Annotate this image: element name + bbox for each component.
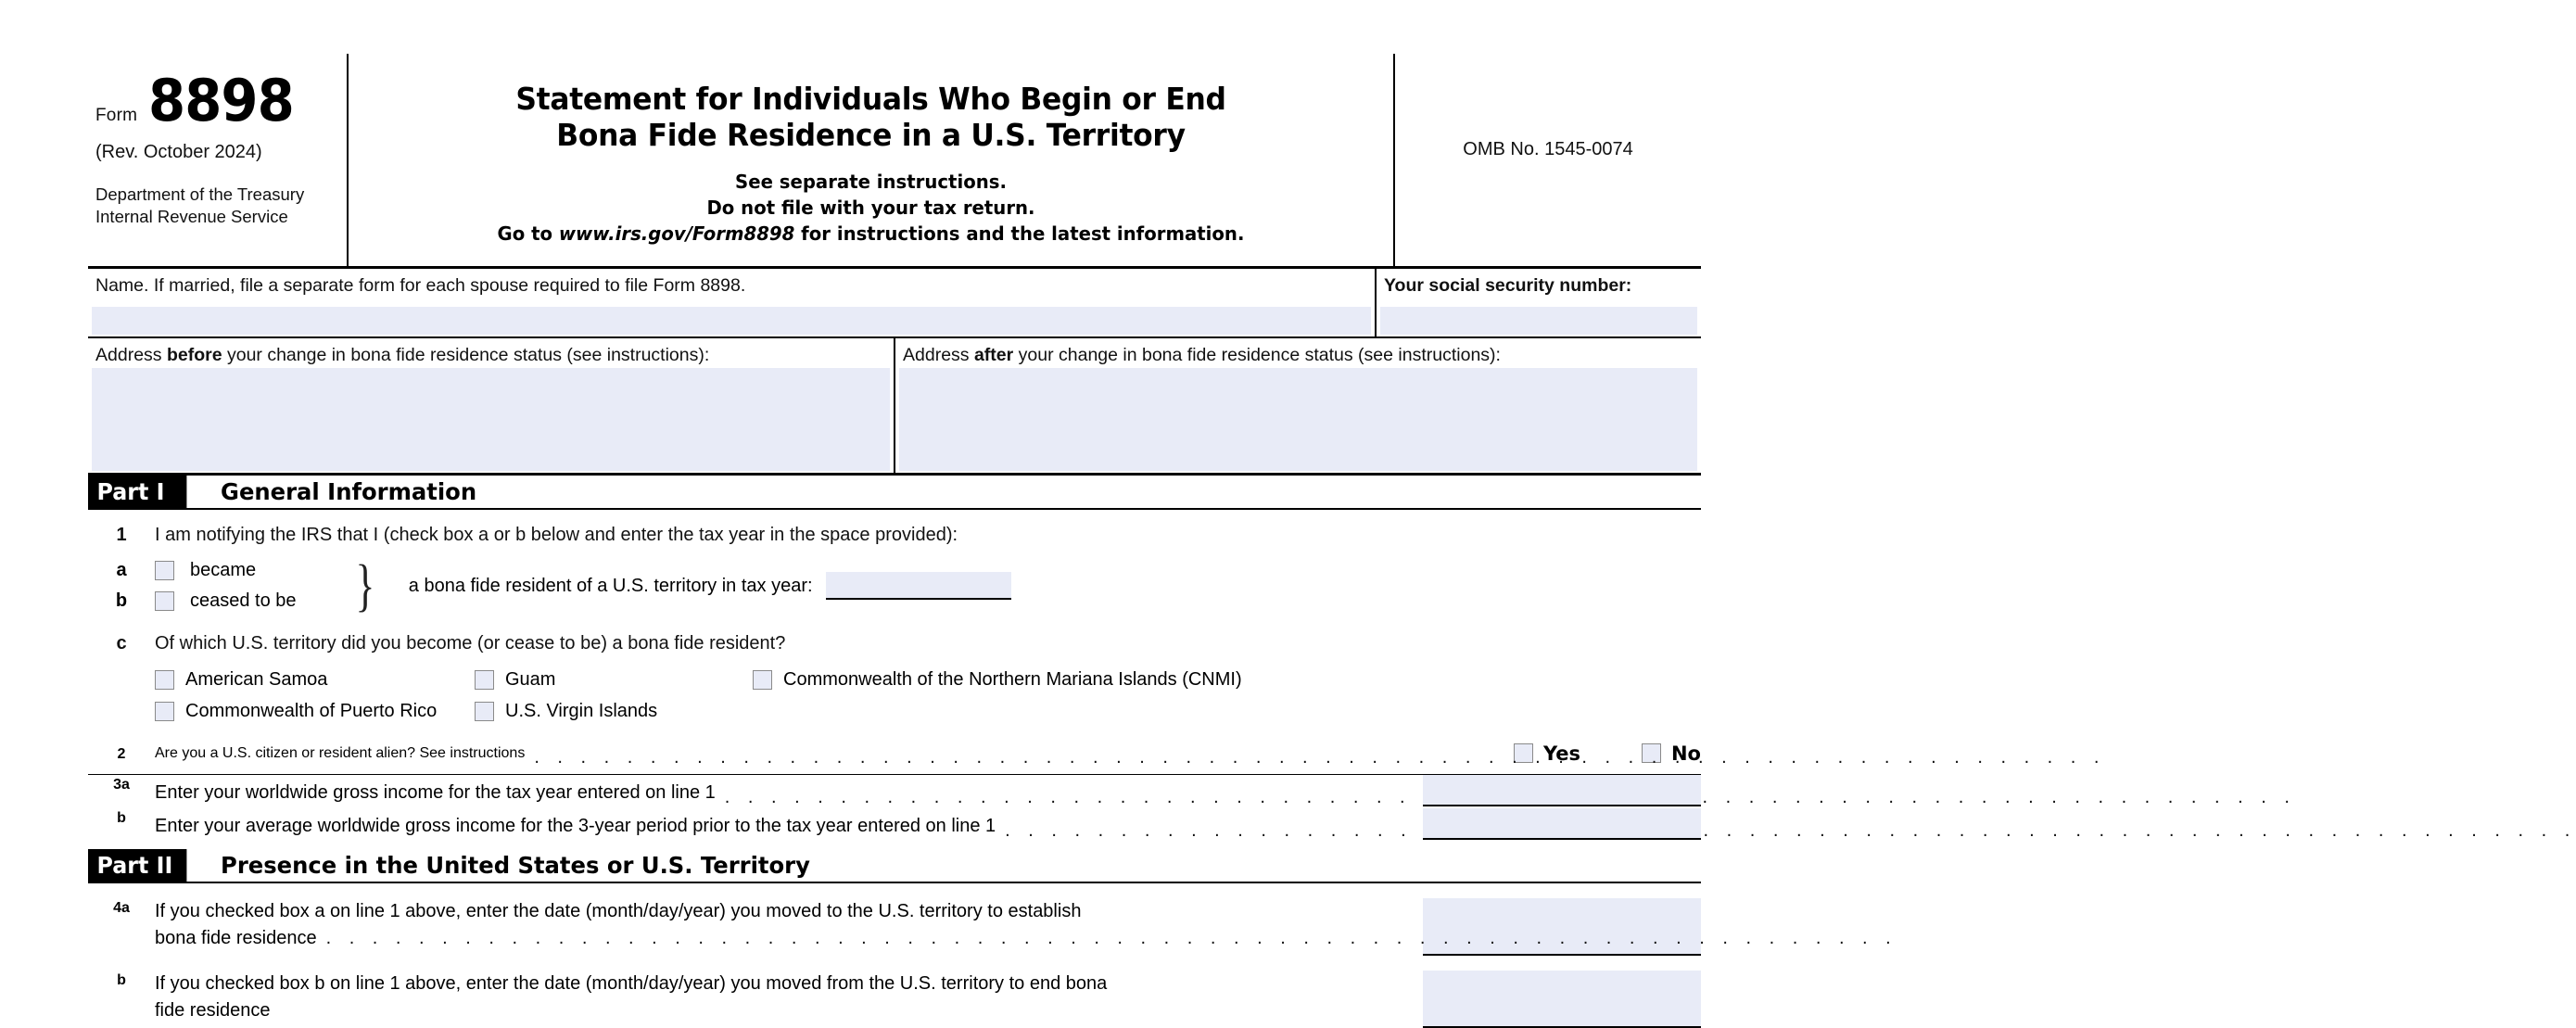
line-1a-label: became xyxy=(190,560,257,580)
do-not-file-note: Do not file with your tax return. xyxy=(706,197,1035,220)
irs-line: Internal Revenue Service xyxy=(95,207,288,227)
form-word-label: Form xyxy=(95,106,138,125)
department-treasury-line: Department of the Treasury xyxy=(95,184,305,205)
address-before-cell xyxy=(88,338,895,473)
name-label: Name. If married, file a separate form for each spouse required to file Form 8898. xyxy=(95,275,746,296)
line-1-trailing-text: a bona fide resident of a U.S. territory in tax year: xyxy=(408,575,813,596)
header-omb-block xyxy=(1395,54,1701,266)
line-1b-letter: b xyxy=(115,590,128,611)
name-input[interactable] xyxy=(92,307,1371,335)
address-after-suffix: your change in bona fide residence status (see instructions): xyxy=(1013,345,1501,365)
line-3b-text-wrap xyxy=(155,808,1406,842)
line-1a-letter: a xyxy=(116,560,127,580)
form-header xyxy=(88,54,1701,269)
irs-form-url[interactable]: www.irs.gov/Form8898 xyxy=(558,222,795,246)
line-3b-number: b xyxy=(117,810,126,826)
line-1-trailing-block xyxy=(409,572,1011,600)
line-1c-text: Of which U.S. territory did you become (or cease to be) a bona fide resident? xyxy=(155,633,786,654)
goto-url-note xyxy=(378,221,1364,247)
line-1-row xyxy=(88,510,1701,546)
territory-options-grid xyxy=(155,664,1701,727)
puerto-rico-checkbox[interactable] xyxy=(155,702,174,721)
cnmi-label: Commonwealth of the Northern Mariana Islands (CNMI) xyxy=(783,668,1242,690)
goto-suffix: for instructions and the latest information. xyxy=(794,222,1245,246)
us-virgin-islands-label: U.S. Virgin Islands xyxy=(505,700,658,721)
see-instructions-note: See separate instructions. xyxy=(735,170,1007,193)
line-1a-checkbox[interactable] xyxy=(155,561,174,580)
line-4a-number: 4a xyxy=(113,900,130,916)
omb-number: OMB No. 1545-0074 xyxy=(1463,139,1633,159)
line-3a-number: 3a xyxy=(113,777,130,793)
line-3b-dot-leader xyxy=(1005,819,1397,838)
part-2-title: Presence in the United States or U.S. Territory xyxy=(221,852,810,879)
address-before-label xyxy=(88,338,894,366)
line-4b-text-line-2-row xyxy=(155,997,1406,1024)
line-2-yes-label: Yes xyxy=(1542,742,1580,765)
line-3a-dot-leader xyxy=(725,786,1397,805)
part-1-header xyxy=(88,476,1701,510)
address-after-emphasis: after xyxy=(973,345,1014,365)
line-4b-text-line-1: If you checked box b on line 1 above, enter the date (month/day/year) you moved from the U.S. territory to end bona xyxy=(155,973,1108,994)
line-3a-row xyxy=(88,775,1701,808)
territory-option-cnmi[interactable] xyxy=(753,669,1701,691)
territory-option-puerto-rico[interactable] xyxy=(155,701,475,722)
address-before-input[interactable] xyxy=(92,368,890,471)
name-cell xyxy=(88,269,1377,336)
line-3a-text: Enter your worldwide gross income for the tax year entered on line 1 xyxy=(155,781,716,803)
line-2-no-label: No xyxy=(1670,742,1701,765)
address-after-cell xyxy=(895,338,1701,473)
line-4a-text-line-1: If you checked box a on line 1 above, enter the date (month/day/year) you moved to the U.S. territory to establish xyxy=(155,901,1082,921)
cnmi-checkbox[interactable] xyxy=(753,670,772,690)
form-title-line-1: Statement for Individuals Who Begin or End xyxy=(515,81,1226,117)
part-1-title: General Information xyxy=(221,478,477,505)
form-identifier xyxy=(88,67,347,134)
ssn-cell xyxy=(1377,269,1701,336)
line-1a-checkbox-wrap[interactable] xyxy=(155,561,190,581)
form-number: 8898 xyxy=(148,67,294,134)
line-4a-dot-leader xyxy=(326,930,1397,948)
goto-prefix: Go to xyxy=(497,222,559,246)
line-1-text: I am notifying the IRS that I (check box a or b below and enter the tax year in the space provided): xyxy=(155,525,958,545)
territory-option-us-virgin-islands[interactable] xyxy=(475,701,753,722)
line-1ab-options xyxy=(88,555,357,616)
line-2-number: 2 xyxy=(117,745,126,762)
line-1b-row xyxy=(88,586,357,616)
part-1-tag: Part I xyxy=(88,476,186,508)
address-after-prefix: Address xyxy=(903,345,974,365)
line-2-row xyxy=(88,738,1701,775)
tax-year-input[interactable] xyxy=(826,572,1011,600)
address-before-suffix: your change in bona fide residence status (see instructions): xyxy=(222,345,710,365)
line-1c-row xyxy=(88,631,1701,654)
territory-option-american-samoa[interactable] xyxy=(155,669,475,691)
address-before-prefix: Address xyxy=(95,345,167,365)
territory-row-1 xyxy=(155,664,1701,695)
address-after-input[interactable] xyxy=(899,368,1697,471)
guam-checkbox[interactable] xyxy=(475,670,494,690)
address-after-label xyxy=(895,338,1701,366)
line-3a-input[interactable] xyxy=(1423,775,1701,806)
line-3a-text-wrap xyxy=(155,775,1406,808)
header-left-block xyxy=(88,54,349,266)
line-4b-input[interactable] xyxy=(1423,971,1701,1028)
part-2-header xyxy=(88,849,1701,883)
line-4b-number: b xyxy=(117,972,126,988)
line-4b-row xyxy=(88,971,1701,1028)
american-samoa-label: American Samoa xyxy=(185,668,328,690)
address-row xyxy=(88,338,1701,476)
line-1ab-block: a became b ceased to be } a bona fide resident of a U.S. territory in tax year: xyxy=(88,555,1701,616)
form-title-line-2: Bona Fide Residence in a U.S. Territory xyxy=(556,116,1186,153)
line-1b-checkbox[interactable] xyxy=(155,591,174,611)
form-8898-sheet xyxy=(88,54,1701,1028)
territory-option-guam[interactable] xyxy=(475,669,753,691)
territory-row-2 xyxy=(155,695,1701,727)
line-4a-text-line-2-row xyxy=(155,925,1406,952)
address-before-emphasis: before xyxy=(166,345,222,365)
line-3b-text: Enter your average worldwide gross income for the 3-year period prior to the tax year entered on line 1 xyxy=(155,815,996,836)
header-title-block xyxy=(349,54,1395,266)
line-3b-input[interactable] xyxy=(1423,808,1701,840)
line-1b-checkbox-wrap[interactable] xyxy=(155,591,190,612)
line-4a-text-line-2: bona fide residence xyxy=(155,928,317,948)
ssn-input[interactable] xyxy=(1380,307,1697,335)
line-3b-row xyxy=(88,808,1701,842)
part-2-tag: Part II xyxy=(88,849,186,882)
american-samoa-checkbox[interactable] xyxy=(155,670,174,690)
line-1b-label: ceased to be xyxy=(190,590,297,611)
line-4b-text-wrap xyxy=(155,971,1406,1024)
line-1c-letter: c xyxy=(116,633,127,654)
line-1a-row xyxy=(88,555,357,586)
name-ssn-row xyxy=(88,269,1701,338)
us-virgin-islands-checkbox[interactable] xyxy=(475,702,494,721)
department-block xyxy=(88,184,347,229)
revision-date: (Rev. October 2024) xyxy=(95,142,262,163)
line-2-text: Are you a U.S. citizen or resident alien? See instructions xyxy=(155,744,526,761)
line-4a-row xyxy=(88,898,1701,956)
line-4a-text-wrap xyxy=(155,898,1406,952)
ssn-label: Your social security number: xyxy=(1384,275,1632,296)
line-4b-text-line-2: fide residence xyxy=(155,1000,271,1021)
line-1-number: 1 xyxy=(116,525,127,545)
line-2-dot-leader xyxy=(534,746,1504,765)
puerto-rico-label: Commonwealth of Puerto Rico xyxy=(185,700,438,721)
guam-label: Guam xyxy=(505,668,556,690)
